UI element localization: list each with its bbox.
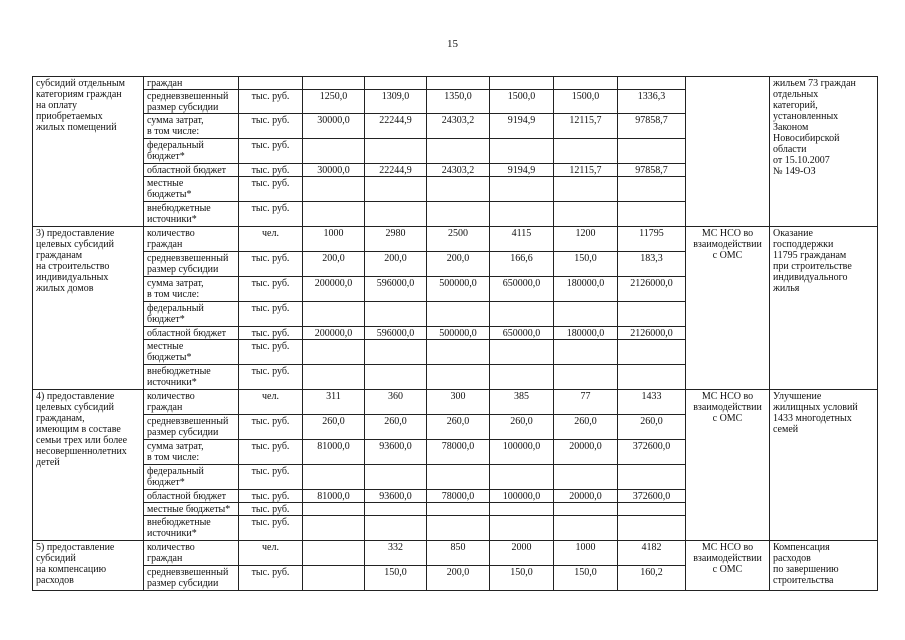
total-cell: 1433 <box>618 390 686 415</box>
unit-cell: тыс. руб. <box>239 365 303 390</box>
unit-cell: тыс. руб. <box>239 566 303 591</box>
unit-cell: тыс. руб. <box>239 139 303 164</box>
year-value-cell <box>303 139 365 164</box>
total-cell <box>618 503 686 516</box>
program-item-cell: 3) предоставление целевых субсидий гражданам на строительство индивидуальных жилых домов <box>33 227 144 390</box>
indicator-cell: граждан <box>144 77 239 90</box>
year-value-cell: 81000,0 <box>303 490 365 503</box>
year-value-cell: 596000,0 <box>365 277 427 302</box>
total-cell: 2126000,0 <box>618 277 686 302</box>
indicator-cell: областной бюджет <box>144 490 239 503</box>
year-value-cell: 77 <box>554 390 618 415</box>
unit-cell: тыс. руб. <box>239 340 303 365</box>
year-value-cell: 9194,9 <box>490 164 554 177</box>
year-value-cell <box>427 302 490 327</box>
year-value-cell <box>490 177 554 202</box>
year-value-cell: 30000,0 <box>303 164 365 177</box>
unit-cell: тыс. руб. <box>239 516 303 541</box>
year-value-cell: 4115 <box>490 227 554 252</box>
year-value-cell <box>554 139 618 164</box>
total-cell: 97858,7 <box>618 164 686 177</box>
year-value-cell: 100000,0 <box>490 490 554 503</box>
year-value-cell: 180000,0 <box>554 327 618 340</box>
year-value-cell: 2980 <box>365 227 427 252</box>
unit-cell: тыс. руб. <box>239 164 303 177</box>
year-value-cell: 500000,0 <box>427 277 490 302</box>
year-value-cell: 200000,0 <box>303 327 365 340</box>
year-value-cell: 93600,0 <box>365 440 427 465</box>
year-value-cell: 12115,7 <box>554 164 618 177</box>
table-row <box>33 77 878 90</box>
year-value-cell: 1309,0 <box>365 90 427 114</box>
table-row <box>33 541 878 566</box>
unit-cell: тыс. руб. <box>239 302 303 327</box>
year-value-cell: 150,0 <box>554 252 618 277</box>
year-value-cell: 180000,0 <box>554 277 618 302</box>
table-row <box>33 390 878 415</box>
year-value-cell: 93600,0 <box>365 490 427 503</box>
year-value-cell <box>365 139 427 164</box>
year-value-cell: 81000,0 <box>303 440 365 465</box>
year-value-cell: 22244,9 <box>365 114 427 139</box>
year-value-cell <box>303 541 365 566</box>
year-value-cell: 500000,0 <box>427 327 490 340</box>
year-value-cell <box>554 503 618 516</box>
year-value-cell: 260,0 <box>303 415 365 440</box>
year-value-cell <box>490 365 554 390</box>
year-value-cell <box>365 302 427 327</box>
year-value-cell: 311 <box>303 390 365 415</box>
total-cell <box>618 465 686 490</box>
unit-cell: тыс. руб. <box>239 177 303 202</box>
year-value-cell <box>490 465 554 490</box>
executor-cell: МС НСО во взаимодействии с ОМС <box>686 390 770 541</box>
year-value-cell <box>490 503 554 516</box>
year-value-cell <box>303 177 365 202</box>
page-number: 15 <box>447 38 458 50</box>
year-value-cell <box>490 77 554 90</box>
unit-cell: тыс. руб. <box>239 90 303 114</box>
executor-cell: МС НСО во взаимодействии с ОМС <box>686 227 770 390</box>
year-value-cell <box>365 503 427 516</box>
total-cell <box>618 365 686 390</box>
year-value-cell: 78000,0 <box>427 440 490 465</box>
unit-cell: тыс. руб. <box>239 490 303 503</box>
indicator-cell: количество граждан <box>144 541 239 566</box>
unit-cell: тыс. руб. <box>239 252 303 277</box>
year-value-cell <box>554 177 618 202</box>
year-value-cell: 78000,0 <box>427 490 490 503</box>
executor-cell: МС НСО во взаимодействии с ОМС <box>686 541 770 591</box>
year-value-cell <box>490 516 554 541</box>
indicator-cell: количество граждан <box>144 227 239 252</box>
indicator-cell: федеральный бюджет* <box>144 302 239 327</box>
executor-cell <box>686 77 770 227</box>
program-item-cell: 5) предоставление субсидий на компенсацию расходов <box>33 541 144 591</box>
indicator-cell: местные бюджеты* <box>144 177 239 202</box>
unit-cell: тыс. руб. <box>239 277 303 302</box>
year-value-cell <box>365 516 427 541</box>
year-value-cell <box>554 365 618 390</box>
indicator-cell: федеральный бюджет* <box>144 139 239 164</box>
year-value-cell: 24303,2 <box>427 114 490 139</box>
year-value-cell: 200,0 <box>427 566 490 591</box>
total-cell: 97858,7 <box>618 114 686 139</box>
table-row <box>33 227 878 252</box>
year-value-cell: 850 <box>427 541 490 566</box>
total-cell: 2126000,0 <box>618 327 686 340</box>
year-value-cell: 150,0 <box>554 566 618 591</box>
year-value-cell <box>554 516 618 541</box>
unit-cell: тыс. руб. <box>239 114 303 139</box>
year-value-cell: 1200 <box>554 227 618 252</box>
year-value-cell <box>365 202 427 227</box>
year-value-cell <box>303 77 365 90</box>
year-value-cell: 200,0 <box>303 252 365 277</box>
year-value-cell <box>303 340 365 365</box>
indicator-cell: сумма затрат, в том числе: <box>144 277 239 302</box>
total-cell <box>618 202 686 227</box>
year-value-cell <box>303 516 365 541</box>
year-value-cell <box>427 177 490 202</box>
year-value-cell <box>427 77 490 90</box>
unit-cell <box>239 77 303 90</box>
year-value-cell <box>365 77 427 90</box>
year-value-cell: 200,0 <box>427 252 490 277</box>
total-cell: 4182 <box>618 541 686 566</box>
unit-cell: тыс. руб. <box>239 503 303 516</box>
year-value-cell <box>365 365 427 390</box>
unit-cell: тыс. руб. <box>239 327 303 340</box>
year-value-cell: 385 <box>490 390 554 415</box>
year-value-cell <box>554 77 618 90</box>
year-value-cell: 20000,0 <box>554 490 618 503</box>
year-value-cell <box>554 302 618 327</box>
indicator-cell: средневзвешенный размер субсидии <box>144 415 239 440</box>
year-value-cell: 1250,0 <box>303 90 365 114</box>
year-value-cell <box>303 503 365 516</box>
year-value-cell: 30000,0 <box>303 114 365 139</box>
expected-result-cell: жильем 73 граждан отдельных категорий, установленных Законом Новосибирской области от 15.10.2007 № 149-ОЗ <box>770 77 878 227</box>
table-body <box>33 77 878 591</box>
program-table <box>32 76 878 591</box>
year-value-cell: 260,0 <box>554 415 618 440</box>
year-value-cell: 200000,0 <box>303 277 365 302</box>
year-value-cell: 2000 <box>490 541 554 566</box>
year-value-cell <box>365 340 427 365</box>
year-value-cell <box>303 566 365 591</box>
year-value-cell: 260,0 <box>490 415 554 440</box>
total-cell: 183,3 <box>618 252 686 277</box>
indicator-cell: сумма затрат, в том числе: <box>144 114 239 139</box>
total-cell: 260,0 <box>618 415 686 440</box>
year-value-cell <box>303 202 365 227</box>
year-value-cell: 166,6 <box>490 252 554 277</box>
expected-result-cell: Оказание господдержки 11795 гражданам при строительстве индивидуального жилья <box>770 227 878 390</box>
year-value-cell <box>427 516 490 541</box>
year-value-cell <box>303 302 365 327</box>
year-value-cell: 150,0 <box>490 566 554 591</box>
indicator-cell: областной бюджет <box>144 164 239 177</box>
expected-result-cell: Компенсация расходов по завершению строительства <box>770 541 878 591</box>
year-value-cell: 650000,0 <box>490 277 554 302</box>
year-value-cell: 1500,0 <box>490 90 554 114</box>
year-value-cell: 9194,9 <box>490 114 554 139</box>
year-value-cell <box>490 202 554 227</box>
total-cell <box>618 340 686 365</box>
total-cell <box>618 77 686 90</box>
total-cell: 372600,0 <box>618 490 686 503</box>
year-value-cell <box>554 465 618 490</box>
total-cell <box>618 139 686 164</box>
program-item-cell: 4) предоставление целевых субсидий гражданам, имеющим в составе семьи трех или более несовершеннолетних детей <box>33 390 144 541</box>
indicator-cell: местные бюджеты* <box>144 503 239 516</box>
year-value-cell: 22244,9 <box>365 164 427 177</box>
year-value-cell: 1350,0 <box>427 90 490 114</box>
year-value-cell <box>303 465 365 490</box>
year-value-cell: 150,0 <box>365 566 427 591</box>
total-cell: 372600,0 <box>618 440 686 465</box>
total-cell: 11795 <box>618 227 686 252</box>
indicator-cell: внебюджетные источники* <box>144 202 239 227</box>
year-value-cell: 1000 <box>554 541 618 566</box>
unit-cell: тыс. руб. <box>239 440 303 465</box>
total-cell: 1336,3 <box>618 90 686 114</box>
unit-cell: тыс. руб. <box>239 465 303 490</box>
total-cell <box>618 516 686 541</box>
indicator-cell: областной бюджет <box>144 327 239 340</box>
unit-cell: чел. <box>239 390 303 415</box>
year-value-cell: 1500,0 <box>554 90 618 114</box>
expected-result-cell: Улучшение жилищных условий 1433 многодетных семей <box>770 390 878 541</box>
year-value-cell <box>427 139 490 164</box>
year-value-cell: 260,0 <box>427 415 490 440</box>
year-value-cell: 650000,0 <box>490 327 554 340</box>
year-value-cell <box>490 302 554 327</box>
year-value-cell <box>427 340 490 365</box>
year-value-cell <box>427 465 490 490</box>
indicator-cell: количество граждан <box>144 390 239 415</box>
indicator-cell: внебюджетные источники* <box>144 365 239 390</box>
total-cell: 160,2 <box>618 566 686 591</box>
year-value-cell: 260,0 <box>365 415 427 440</box>
year-value-cell: 24303,2 <box>427 164 490 177</box>
year-value-cell: 360 <box>365 390 427 415</box>
unit-cell: чел. <box>239 227 303 252</box>
indicator-cell: внебюджетные источники* <box>144 516 239 541</box>
year-value-cell: 596000,0 <box>365 327 427 340</box>
year-value-cell: 2500 <box>427 227 490 252</box>
year-value-cell: 332 <box>365 541 427 566</box>
unit-cell: тыс. руб. <box>239 415 303 440</box>
unit-cell: чел. <box>239 541 303 566</box>
year-value-cell: 300 <box>427 390 490 415</box>
year-value-cell <box>427 503 490 516</box>
year-value-cell <box>490 139 554 164</box>
total-cell <box>618 302 686 327</box>
total-cell <box>618 177 686 202</box>
year-value-cell <box>554 202 618 227</box>
indicator-cell: местные бюджеты* <box>144 340 239 365</box>
year-value-cell <box>365 177 427 202</box>
program-item-cell: субсидий отдельным категориям граждан на оплату приобретаемых жилых помещений <box>33 77 144 227</box>
indicator-cell: средневзвешенный размер субсидии <box>144 90 239 114</box>
indicator-cell: средневзвешенный размер субсидии <box>144 566 239 591</box>
indicator-cell: средневзвешенный размер субсидии <box>144 252 239 277</box>
year-value-cell <box>554 340 618 365</box>
year-value-cell: 200,0 <box>365 252 427 277</box>
unit-cell: тыс. руб. <box>239 202 303 227</box>
indicator-cell: сумма затрат, в том числе: <box>144 440 239 465</box>
year-value-cell: 12115,7 <box>554 114 618 139</box>
year-value-cell <box>365 465 427 490</box>
year-value-cell <box>303 365 365 390</box>
year-value-cell: 100000,0 <box>490 440 554 465</box>
year-value-cell: 1000 <box>303 227 365 252</box>
year-value-cell <box>427 202 490 227</box>
indicator-cell: федеральный бюджет* <box>144 465 239 490</box>
year-value-cell <box>490 340 554 365</box>
year-value-cell <box>427 365 490 390</box>
year-value-cell: 20000,0 <box>554 440 618 465</box>
